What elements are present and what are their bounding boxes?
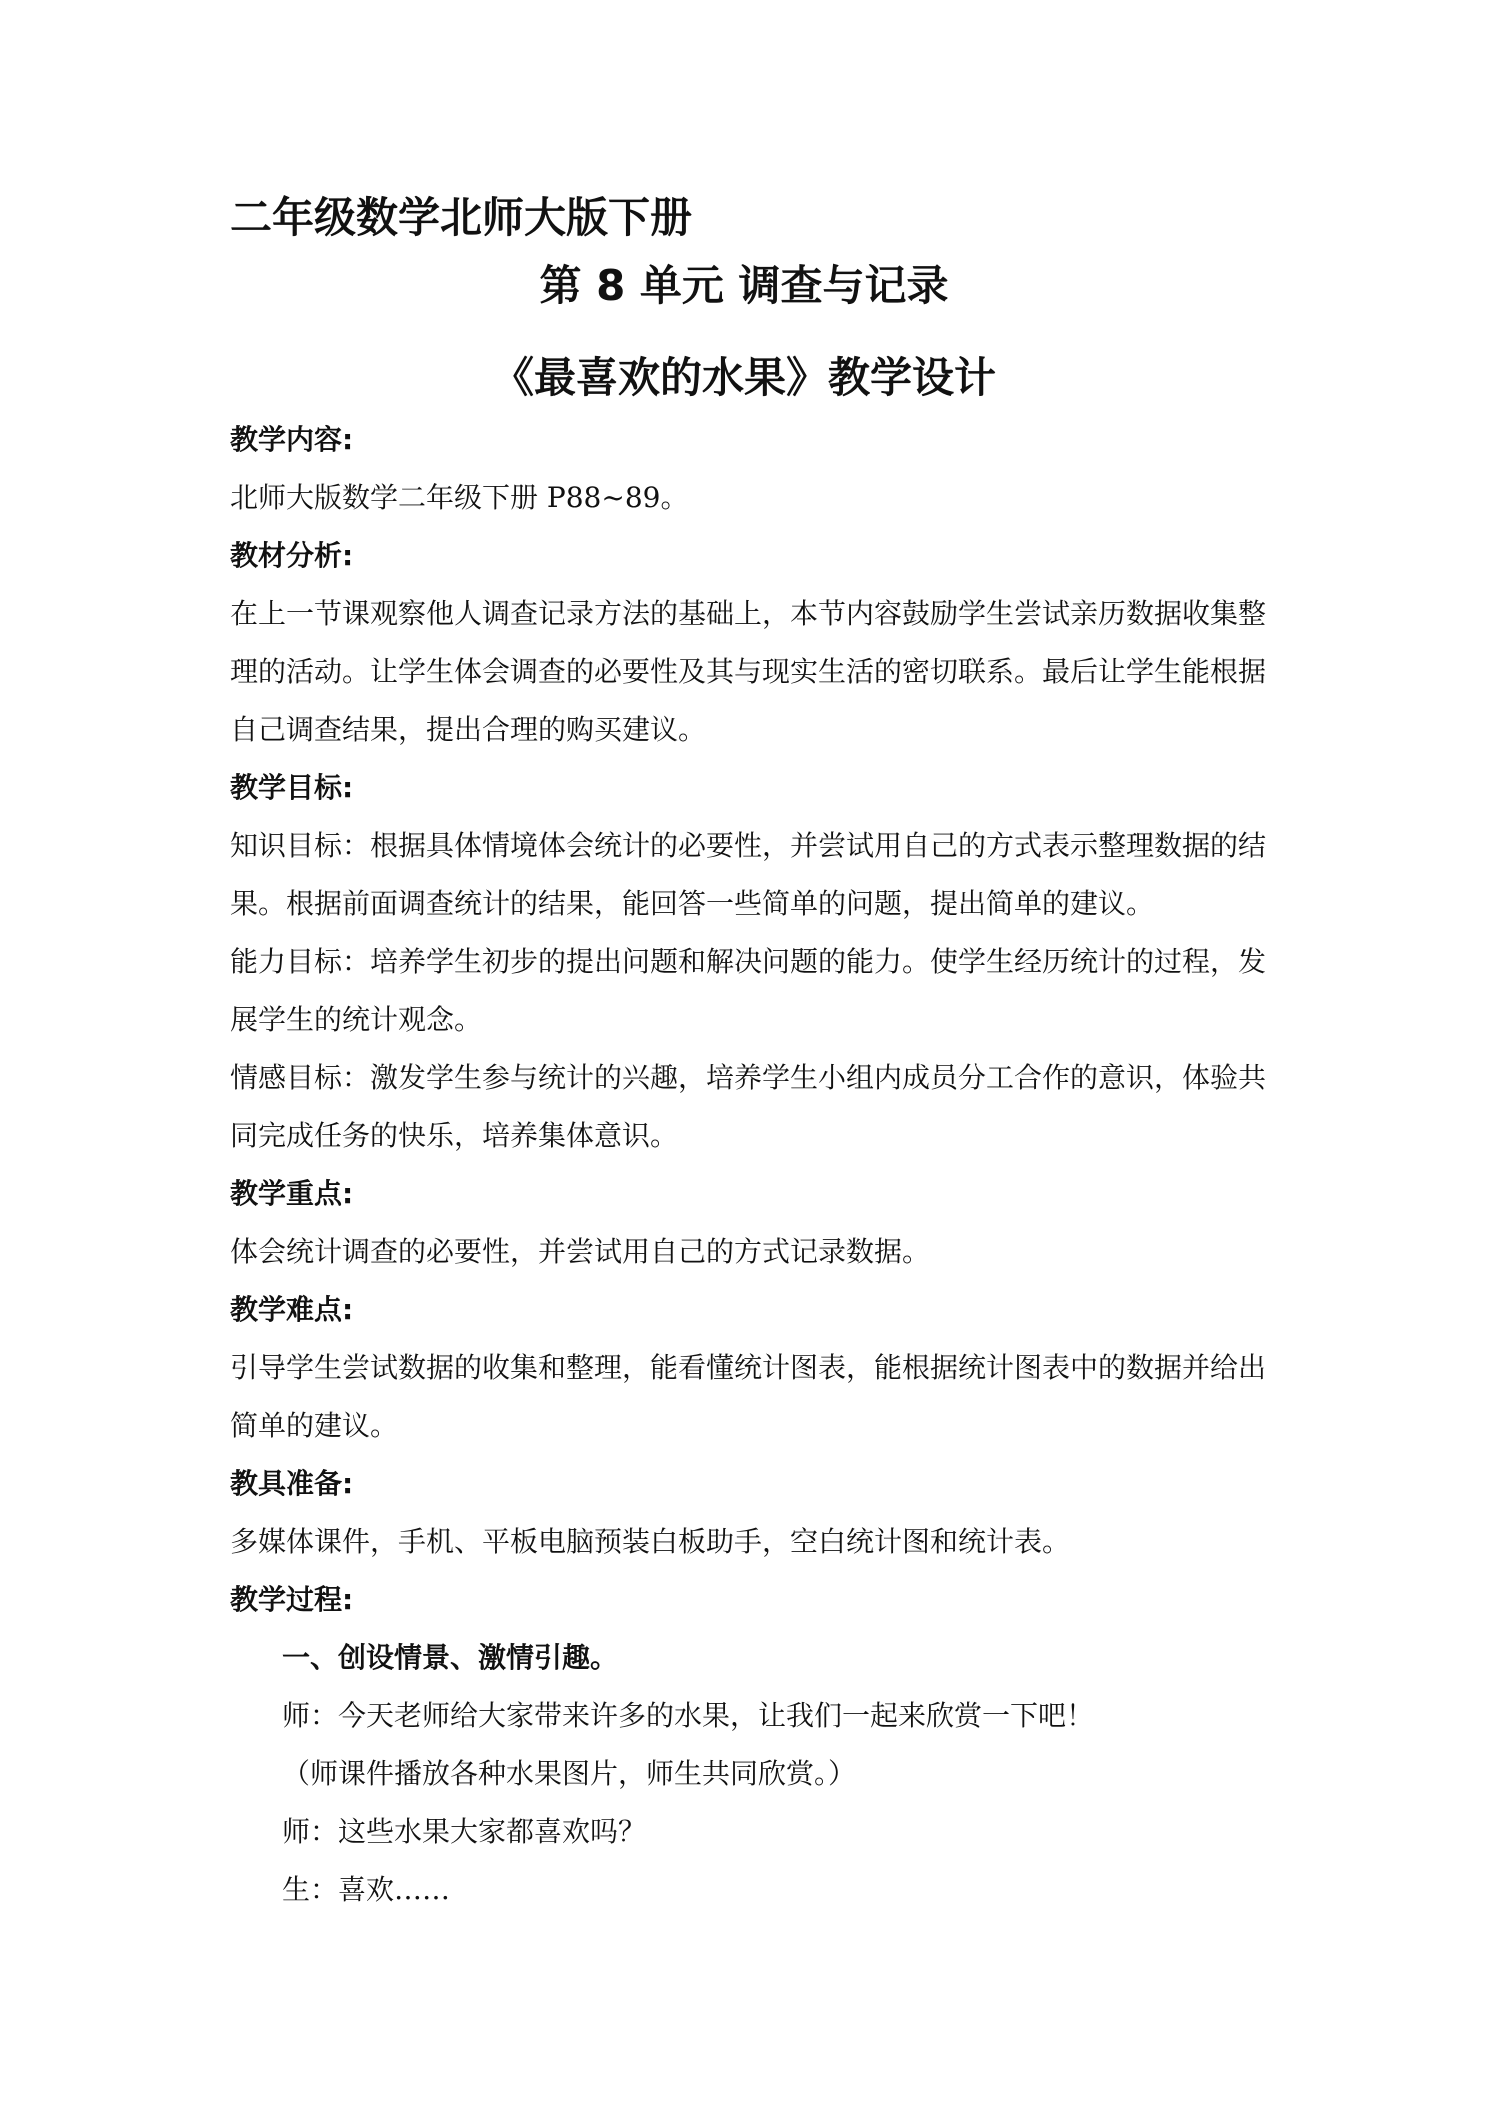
tools-text: 多媒体课件，手机、平板电脑预装白板助手，空白统计图和统计表。 xyxy=(230,1525,1071,1558)
goals-line: 展学生的统计观念。 xyxy=(230,1003,483,1036)
process-step-heading: 一、创设情景、激情引趣。 xyxy=(282,1641,619,1674)
tools-heading: 教具准备: xyxy=(230,1467,354,1500)
process-heading: 教学过程: xyxy=(230,1583,354,1616)
unit-title: 第 8 单元 调查与记录 xyxy=(539,261,949,310)
key-heading: 教学重点: xyxy=(230,1177,354,1210)
goals-line: 果。根据前面调查统计的结果，能回答一些简单的问题，提出简单的建议。 xyxy=(230,887,1155,920)
difficulty-line: 引导学生尝试数据的收集和整理，能看懂统计图表，能根据统计图表中的数据并给出 xyxy=(230,1351,1267,1384)
key-text: 体会统计调查的必要性，并尝试用自己的方式记录数据。 xyxy=(230,1235,931,1268)
analysis-line: 理的活动。让学生体会调查的必要性及其与现实生活的密切联系。最后让学生能根据 xyxy=(230,655,1267,688)
goals-heading: 教学目标: xyxy=(230,771,354,804)
dialogue-line: 生：喜欢…… xyxy=(282,1873,451,1906)
difficulty-heading: 教学难点: xyxy=(230,1293,354,1326)
analysis-heading: 教材分析: xyxy=(230,539,354,572)
dialogue-line: （师课件播放各种水果图片，师生共同欣赏。） xyxy=(282,1757,857,1790)
content-text: 北师大版数学二年级下册 P88~89。 xyxy=(230,481,689,514)
goals-line: 情感目标：激发学生参与统计的兴趣，培养学生小组内成员分工合作的意识，体验共 xyxy=(230,1061,1267,1094)
content-heading: 教学内容: xyxy=(230,423,354,456)
goals-line: 同完成任务的快乐，培养集体意识。 xyxy=(230,1119,679,1152)
grade-title: 二年级数学北师大版下册 xyxy=(230,193,693,242)
analysis-line: 自己调查结果，提出合理的购买建议。 xyxy=(230,713,707,746)
dialogue-line: 师：这些水果大家都喜欢吗？ xyxy=(282,1815,647,1848)
analysis-line: 在上一节课观察他人调查记录方法的基础上，本节内容鼓励学生尝试亲历数据收集整 xyxy=(230,597,1267,630)
goals-line: 能力目标：培养学生初步的提出问题和解决问题的能力。使学生经历统计的过程，发 xyxy=(230,945,1267,978)
goals-line: 知识目标：根据具体情境体会统计的必要性，并尝试用自己的方式表示整理数据的结 xyxy=(230,829,1267,862)
lesson-title: 《最喜欢的水果》教学设计 xyxy=(491,353,996,402)
difficulty-line: 简单的建议。 xyxy=(230,1409,399,1442)
dialogue-line: 师：今天老师给大家带来许多的水果，让我们一起来欣赏一下吧！ xyxy=(282,1699,1095,1732)
